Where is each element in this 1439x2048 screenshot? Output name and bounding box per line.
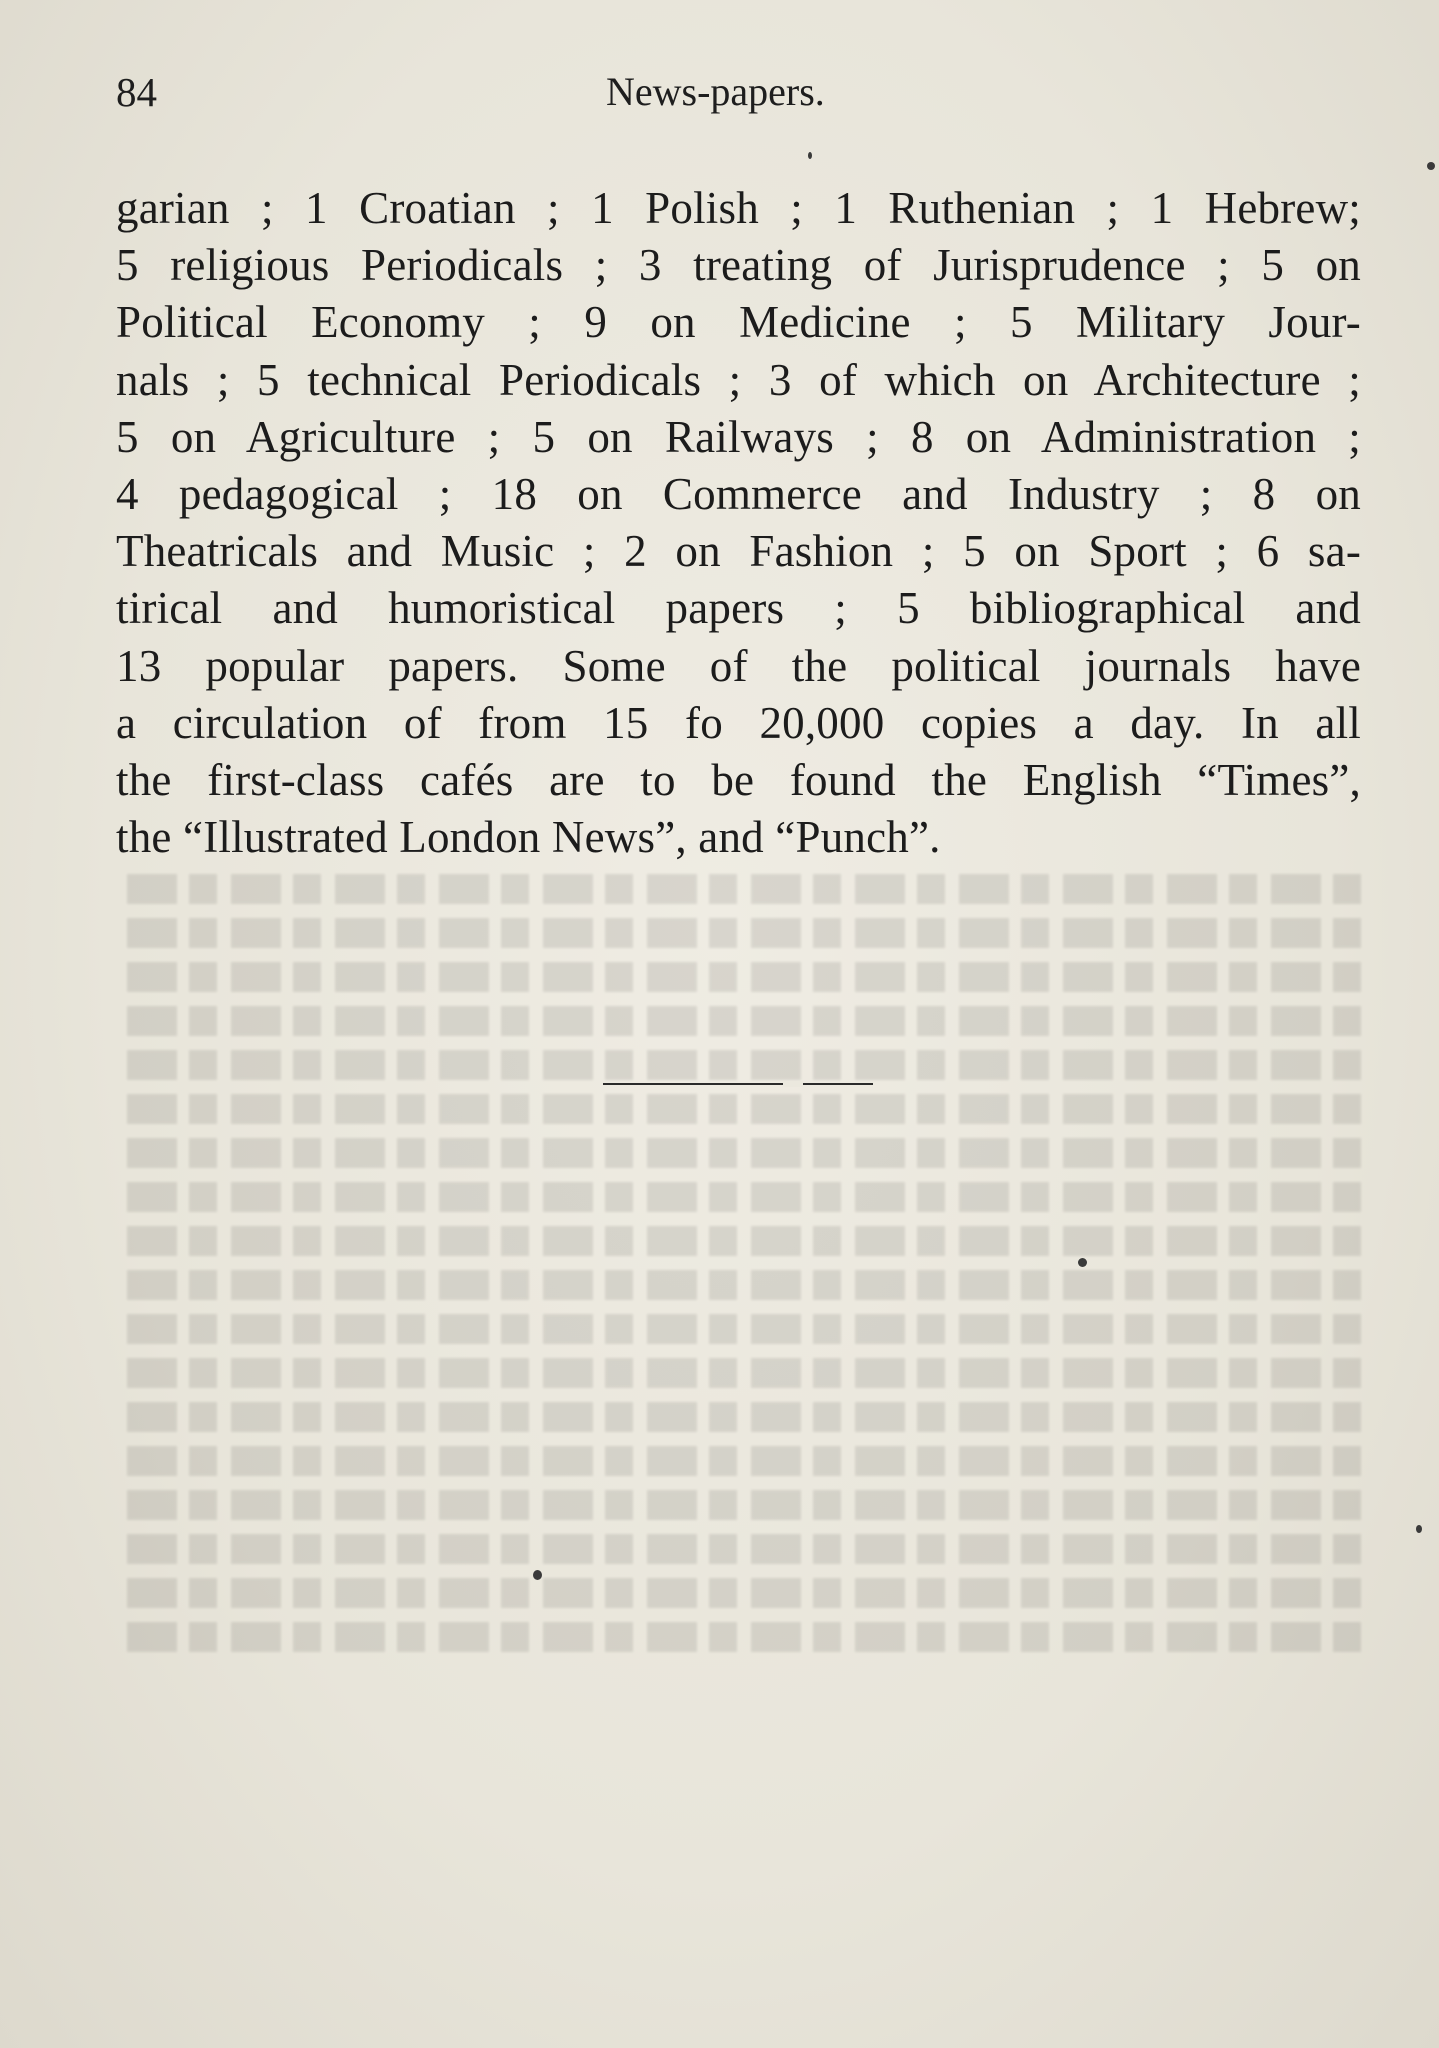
text-line: Political Economy ; 9 on Medicine ; 5 Military Jour- [116,297,1361,348]
text-line: 4 pedagogical ; 18 on Commerce and Industry ; 8 on [116,468,1361,519]
text-line: tirical and humoristical papers ; 5 bibliographical and [116,583,1361,634]
text-line: 5 on Agriculture ; 5 on Railways ; 8 on Administration ; [116,411,1361,462]
text-line: the “Illustrated London News”, and “Punch”. [116,812,941,863]
body-paragraph [116,180,1361,866]
text-line: the first-class cafés are to be found the English “Times”, [116,754,1361,805]
paper-speck [1416,1525,1422,1533]
page-number: 84 [116,69,157,115]
section-rule [603,1083,873,1085]
paper-speck [533,1570,542,1580]
running-title: News-papers. [606,69,825,114]
paper-speck [1078,1258,1087,1267]
paper-speck [808,152,812,159]
paper-speck [1427,162,1435,170]
text-line: garian ; 1 Croatian ; 1 Polish ; 1 Ruthenian ; 1 Hebrew; [116,183,1361,233]
text-line: 5 religious Periodicals ; 3 treating of Jurisprudence ; 5 on [116,240,1361,291]
text-line: a circulation of from 15 fo 20,000 copies a day. In all [116,697,1361,748]
text-line: nals ; 5 technical Periodicals ; 3 of which on Architecture ; [116,354,1361,405]
page-header [116,68,1361,128]
show-through-text [116,860,1361,1960]
text-line: 13 popular papers. Some of the political journals have [116,640,1361,691]
text-line: Theatricals and Music ; 2 on Fashion ; 5 on Sport ; 6 sa- [116,526,1361,577]
section-rule-gap [783,1081,803,1087]
